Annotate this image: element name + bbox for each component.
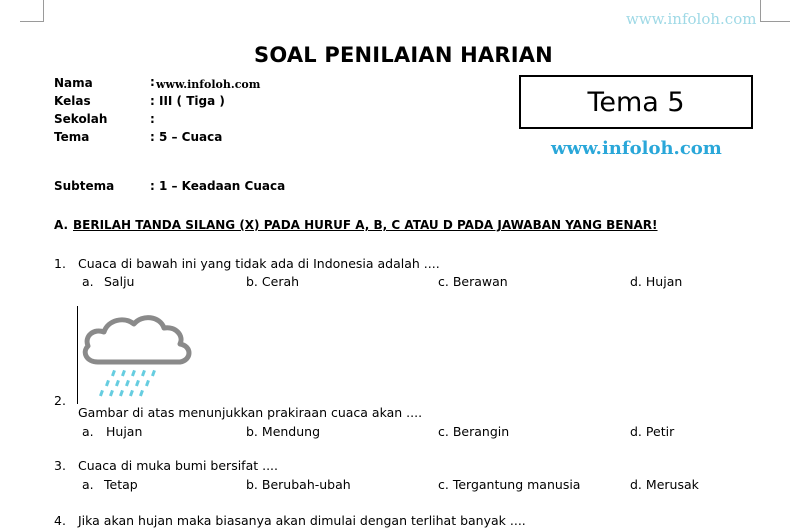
question-text: Cuaca di bawah ini yang tidak ada di Indonesia adalah .... <box>78 256 440 271</box>
section-instruction: BERILAH TANDA SILANG (X) PADA HURUF A, B, C ATAU D PADA JAWABAN YANG BENAR! <box>73 218 658 232</box>
option-c[interactable]: c. Tergantung manusia <box>438 477 581 492</box>
question-number: 1. <box>54 256 66 271</box>
option-key: a. <box>82 274 94 289</box>
option-d[interactable]: d. Hujan <box>630 274 683 289</box>
question-number: 2. <box>54 393 66 408</box>
question-number: 3. <box>54 458 66 473</box>
colon-nama: : <box>150 75 155 89</box>
option-text[interactable]: Tetap <box>104 477 138 492</box>
value-tema: : 5 – Cuaca <box>150 130 223 144</box>
question-text: Gambar di atas menunjukkan prakiraan cuaca akan .... <box>78 405 423 420</box>
section-letter: A. <box>54 218 69 232</box>
option-b[interactable]: b. Cerah <box>246 274 300 289</box>
label-nama: Nama <box>54 76 93 90</box>
option-key: a. <box>82 424 94 439</box>
tema-box-label: Tema 5 <box>587 86 685 118</box>
label-tema: Tema <box>54 130 90 144</box>
option-text[interactable]: Salju <box>104 274 135 289</box>
option-d[interactable]: d. Merusak <box>630 477 699 492</box>
question-text: Cuaca di muka bumi bersifat .... <box>78 458 279 473</box>
question-number: 4. <box>54 513 66 528</box>
option-d[interactable]: d. Petir <box>630 424 675 439</box>
crop-mark-left-horizontal <box>20 21 44 22</box>
label-kelas: Kelas <box>54 94 91 108</box>
crop-mark-right-vertical <box>760 0 761 22</box>
rain-cloud-icon <box>80 310 195 402</box>
value-nama: www.infoloh.com <box>156 78 261 91</box>
site-link[interactable]: www.infoloh.com <box>551 138 722 159</box>
label-sekolah: Sekolah <box>54 112 108 126</box>
question-text: Jika akan hujan maka biasanya akan dimulai dengan terlihat banyak .... <box>78 513 526 528</box>
tema-box <box>519 75 753 129</box>
value-subtema: : 1 – Keadaan Cuaca <box>150 179 286 193</box>
option-c[interactable]: c. Berawan <box>438 274 508 289</box>
page-title: SOAL PENILAIAN HARIAN <box>254 43 553 67</box>
value-kelas: : III ( Tiga ) <box>150 94 225 108</box>
crop-mark-left-vertical <box>43 0 44 22</box>
option-c[interactable]: c. Berangin <box>438 424 510 439</box>
value-sekolah: : <box>150 112 155 126</box>
option-b[interactable]: b. Mendung <box>246 424 321 439</box>
label-subtema: Subtema <box>54 179 115 193</box>
option-text[interactable]: Hujan <box>106 424 143 439</box>
watermark-top: www.infoloh.com <box>626 10 757 28</box>
image-frame-line <box>77 306 78 404</box>
option-b[interactable]: b. Berubah-ubah <box>246 477 351 492</box>
crop-mark-right-horizontal <box>760 21 790 22</box>
option-key: a. <box>82 477 94 492</box>
